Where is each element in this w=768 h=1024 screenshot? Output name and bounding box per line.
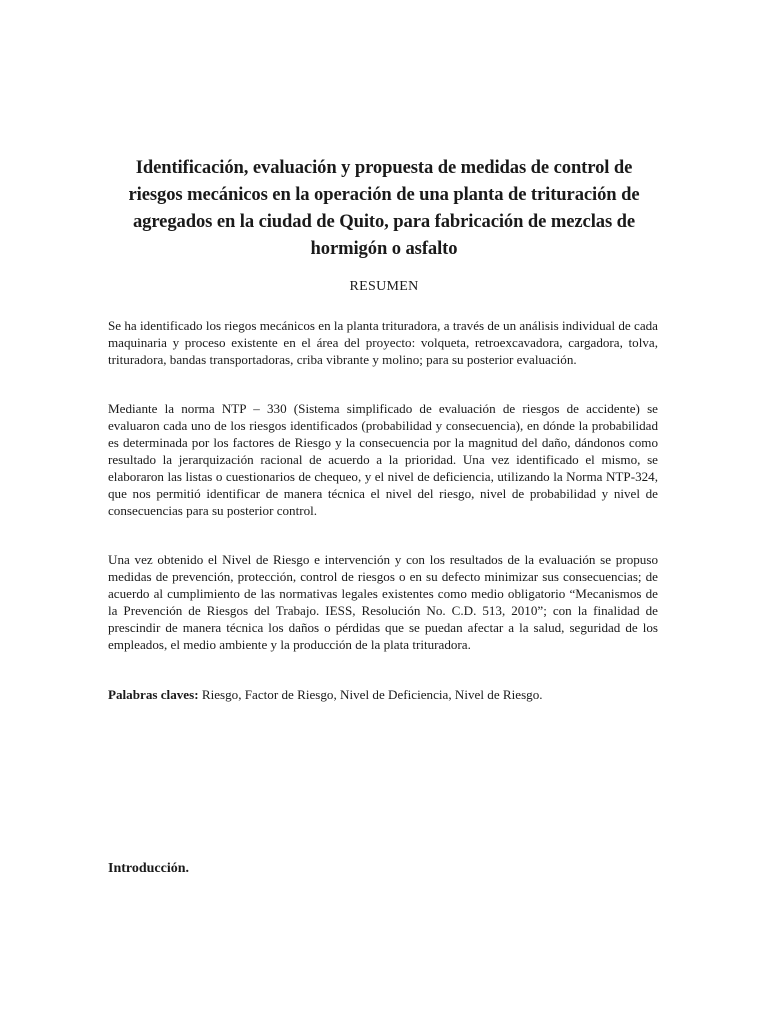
keywords-label: Palabras claves: (108, 687, 199, 702)
abstract-paragraph-1: Se ha identificado los riegos mecánicos en la planta trituradora, a través de un análisis individual de cada maquinaria y proceso existente en el área del proyecto: volqueta, retroexcavadora, cargadora, tolva, trituradora, bandas transportadoras, criba vibrante y molino; para su posterior evaluación. (108, 318, 658, 367)
keywords-line (108, 686, 668, 703)
keywords-text: Riesgo, Factor de Riesgo, Nivel de Deficiencia, Nivel de Riesgo. (198, 687, 543, 702)
introduction-heading: Introducción. (108, 861, 190, 876)
abstract-heading: RESUMEN (349, 279, 419, 294)
document-title: Identificación, evaluación y propuesta de medidas de control de riesgos mecánicos en la operación de una planta de trituración de agregados en la ciudad de Quito, para fabricación de mezclas de hormigón o asfalto (128, 157, 640, 259)
abstract-paragraph-3: Una vez obtenido el Nivel de Riesgo e intervención y con los resultados de la evaluación se propuso medidas de prevención, protección, control de riesgos o en su defecto minimizar sus consecuencias; de acuerdo al cumplimiento de las normativas legales existentes como medio obligatorio “Mecanismos de la Prevención de Riesgos del Trabajo. IESS, Resolución No. C.D. 513, 2010”; con la finalidad de prescindir de manera técnica los daños o pérdidas que se puedan afectar a la salud, seguridad de los empleados, el medio ambiente y la producción de la plata trituradora. (108, 552, 658, 652)
abstract-paragraph-2: Mediante la norma NTP – 330 (Sistema simplificado de evaluación de riesgos de accidente) se evaluaron cada uno de los riesgos identificados (probabilidad y consecuencia), en dónde la probabilidad es determinada por los factores de Riesgo y la consecuencia por la magnitud del daño, dándonos como resultado la jerarquización racional de acuerdo a la prioridad. Una vez identificado el mismo, se elaboraron las listas o cuestionarios de chequeo, y el nivel de deficiencia, utilizando la Norma NTP-324, que nos permitió identificar de manera técnica el nivel del riesgo, nivel de probabilidad y nivel de consecuencias para su posterior control. (108, 401, 658, 518)
